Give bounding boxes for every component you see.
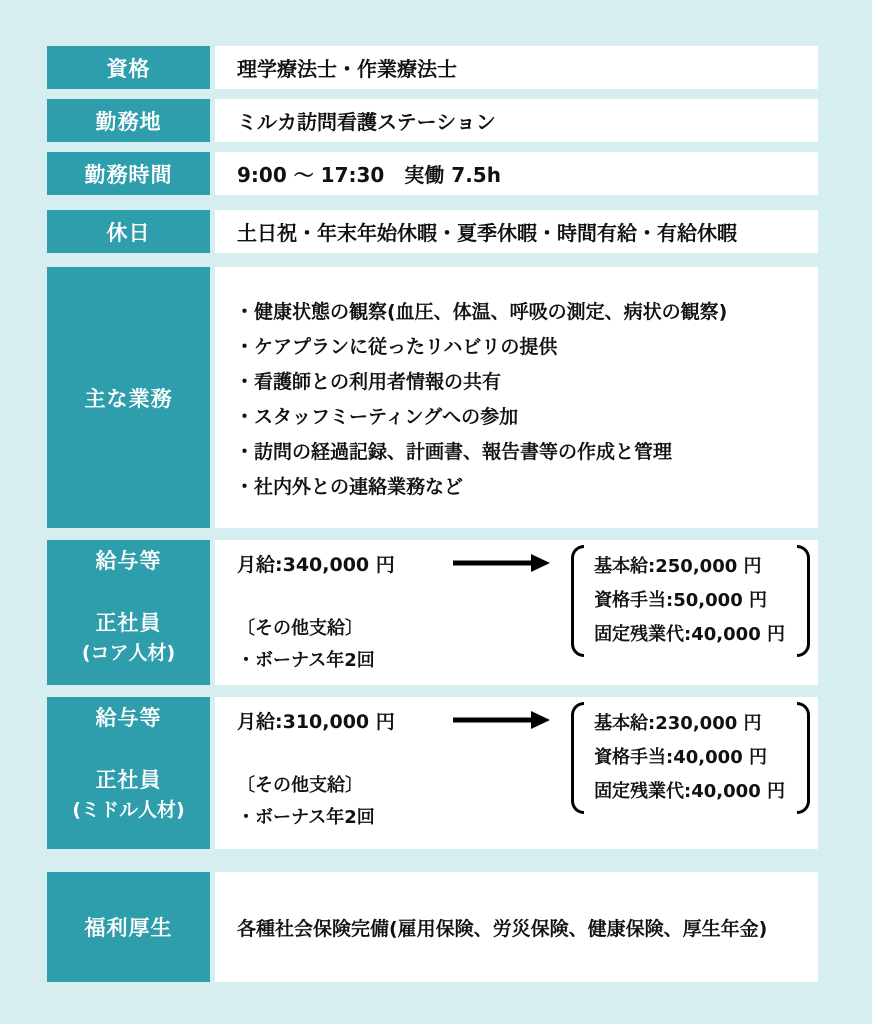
row-value-location: ミルカ訪問看護ステーション — [215, 99, 818, 142]
other-pay-heading: 〔その他支給〕 — [237, 618, 363, 639]
breakdown-fixed-overtime: 固定残業代:40,000 円 — [594, 781, 785, 802]
duty-item: ・ケアプランに従ったリハビリの提供 — [235, 336, 558, 358]
row-label-location: 勤務地 — [47, 99, 210, 142]
bracket-open-icon — [571, 545, 584, 657]
breakdown-fixed-overtime: 固定残業代:40,000 円 — [594, 624, 785, 645]
table-row-hours — [47, 152, 818, 195]
job-posting-table — [47, 46, 818, 982]
row-value-hours: 9:00 〜 17:30 実働 7.5h — [215, 152, 818, 195]
salary-middle-title: 給与等 — [95, 706, 162, 730]
salary-core-employment-type: 正社員 — [95, 611, 162, 635]
monthly-salary-core: 月給:340,000 円 — [237, 553, 395, 576]
salary-middle-personnel-type: (ミドル人材) — [72, 799, 185, 821]
bracket-open-icon — [571, 702, 584, 814]
salary-core-title: 給与等 — [95, 549, 162, 573]
salary-middle-employment-type: 正社員 — [95, 768, 162, 792]
salary-breakdown-lines — [584, 545, 797, 657]
breakdown-base-salary: 基本給:250,000 円 — [594, 556, 762, 577]
arrow-right-icon — [451, 553, 551, 573]
row-label-holidays: 休日 — [47, 210, 210, 253]
duty-item: ・訪問の経過記録、計画書、報告書等の作成と管理 — [235, 441, 673, 463]
table-row-qualification — [47, 46, 818, 89]
row-label-salary-middle — [47, 697, 210, 849]
salary-breakdown-bracket-middle — [571, 702, 810, 814]
row-content-salary-core — [215, 540, 818, 685]
monthly-salary-middle: 月給:310,000 円 — [237, 710, 395, 733]
duty-item: ・社内外との連絡業務など — [235, 476, 464, 498]
duty-item: ・看護師との利用者情報の共有 — [235, 371, 502, 393]
bracket-close-icon — [797, 702, 810, 814]
row-label-hours: 勤務時間 — [47, 152, 210, 195]
row-label-benefits: 福利厚生 — [47, 872, 210, 982]
table-row-salary-core — [47, 540, 818, 685]
salary-breakdown-lines — [584, 702, 797, 814]
main-duties-list — [215, 267, 818, 528]
salary-breakdown-bracket-core — [571, 545, 810, 657]
row-label-salary-core — [47, 540, 210, 685]
row-label-main-duties: 主な業務 — [47, 267, 210, 528]
table-row-main-duties — [47, 267, 818, 528]
duty-item: ・健康状態の観察(血圧、体温、呼吸の測定、病状の観察) — [235, 301, 728, 323]
table-row-benefits — [47, 872, 818, 982]
bracket-close-icon — [797, 545, 810, 657]
other-pay-heading: 〔その他支給〕 — [237, 775, 363, 796]
breakdown-qualification-allowance: 資格手当:40,000 円 — [594, 747, 767, 768]
arrow-right-icon — [451, 710, 551, 730]
row-value-benefits: 各種社会保険完備(雇用保険、労災保険、健康保険、厚生年金) — [237, 917, 768, 940]
table-row-salary-middle — [47, 697, 818, 849]
salary-middle-subtitle — [72, 765, 184, 825]
row-value-holidays: 土日祝・年末年始休暇・夏季休暇・時間有給・有給休暇 — [215, 210, 818, 253]
salary-core-subtitle — [82, 608, 175, 668]
salary-core-personnel-type: (コア人材) — [81, 642, 176, 664]
row-value-qualification: 理学療法士・作業療法士 — [215, 46, 818, 89]
other-pay-item: ・ボーナス年2回 — [237, 807, 375, 828]
breakdown-base-salary: 基本給:230,000 円 — [594, 713, 762, 734]
row-label-qualification: 資格 — [47, 46, 210, 89]
table-row-holidays — [47, 210, 818, 253]
row-content-salary-middle — [215, 697, 818, 849]
table-row-location — [47, 99, 818, 142]
breakdown-qualification-allowance: 資格手当:50,000 円 — [594, 590, 767, 611]
duty-item: ・スタッフミーティングへの参加 — [235, 406, 519, 428]
other-pay-item: ・ボーナス年2回 — [237, 650, 375, 671]
